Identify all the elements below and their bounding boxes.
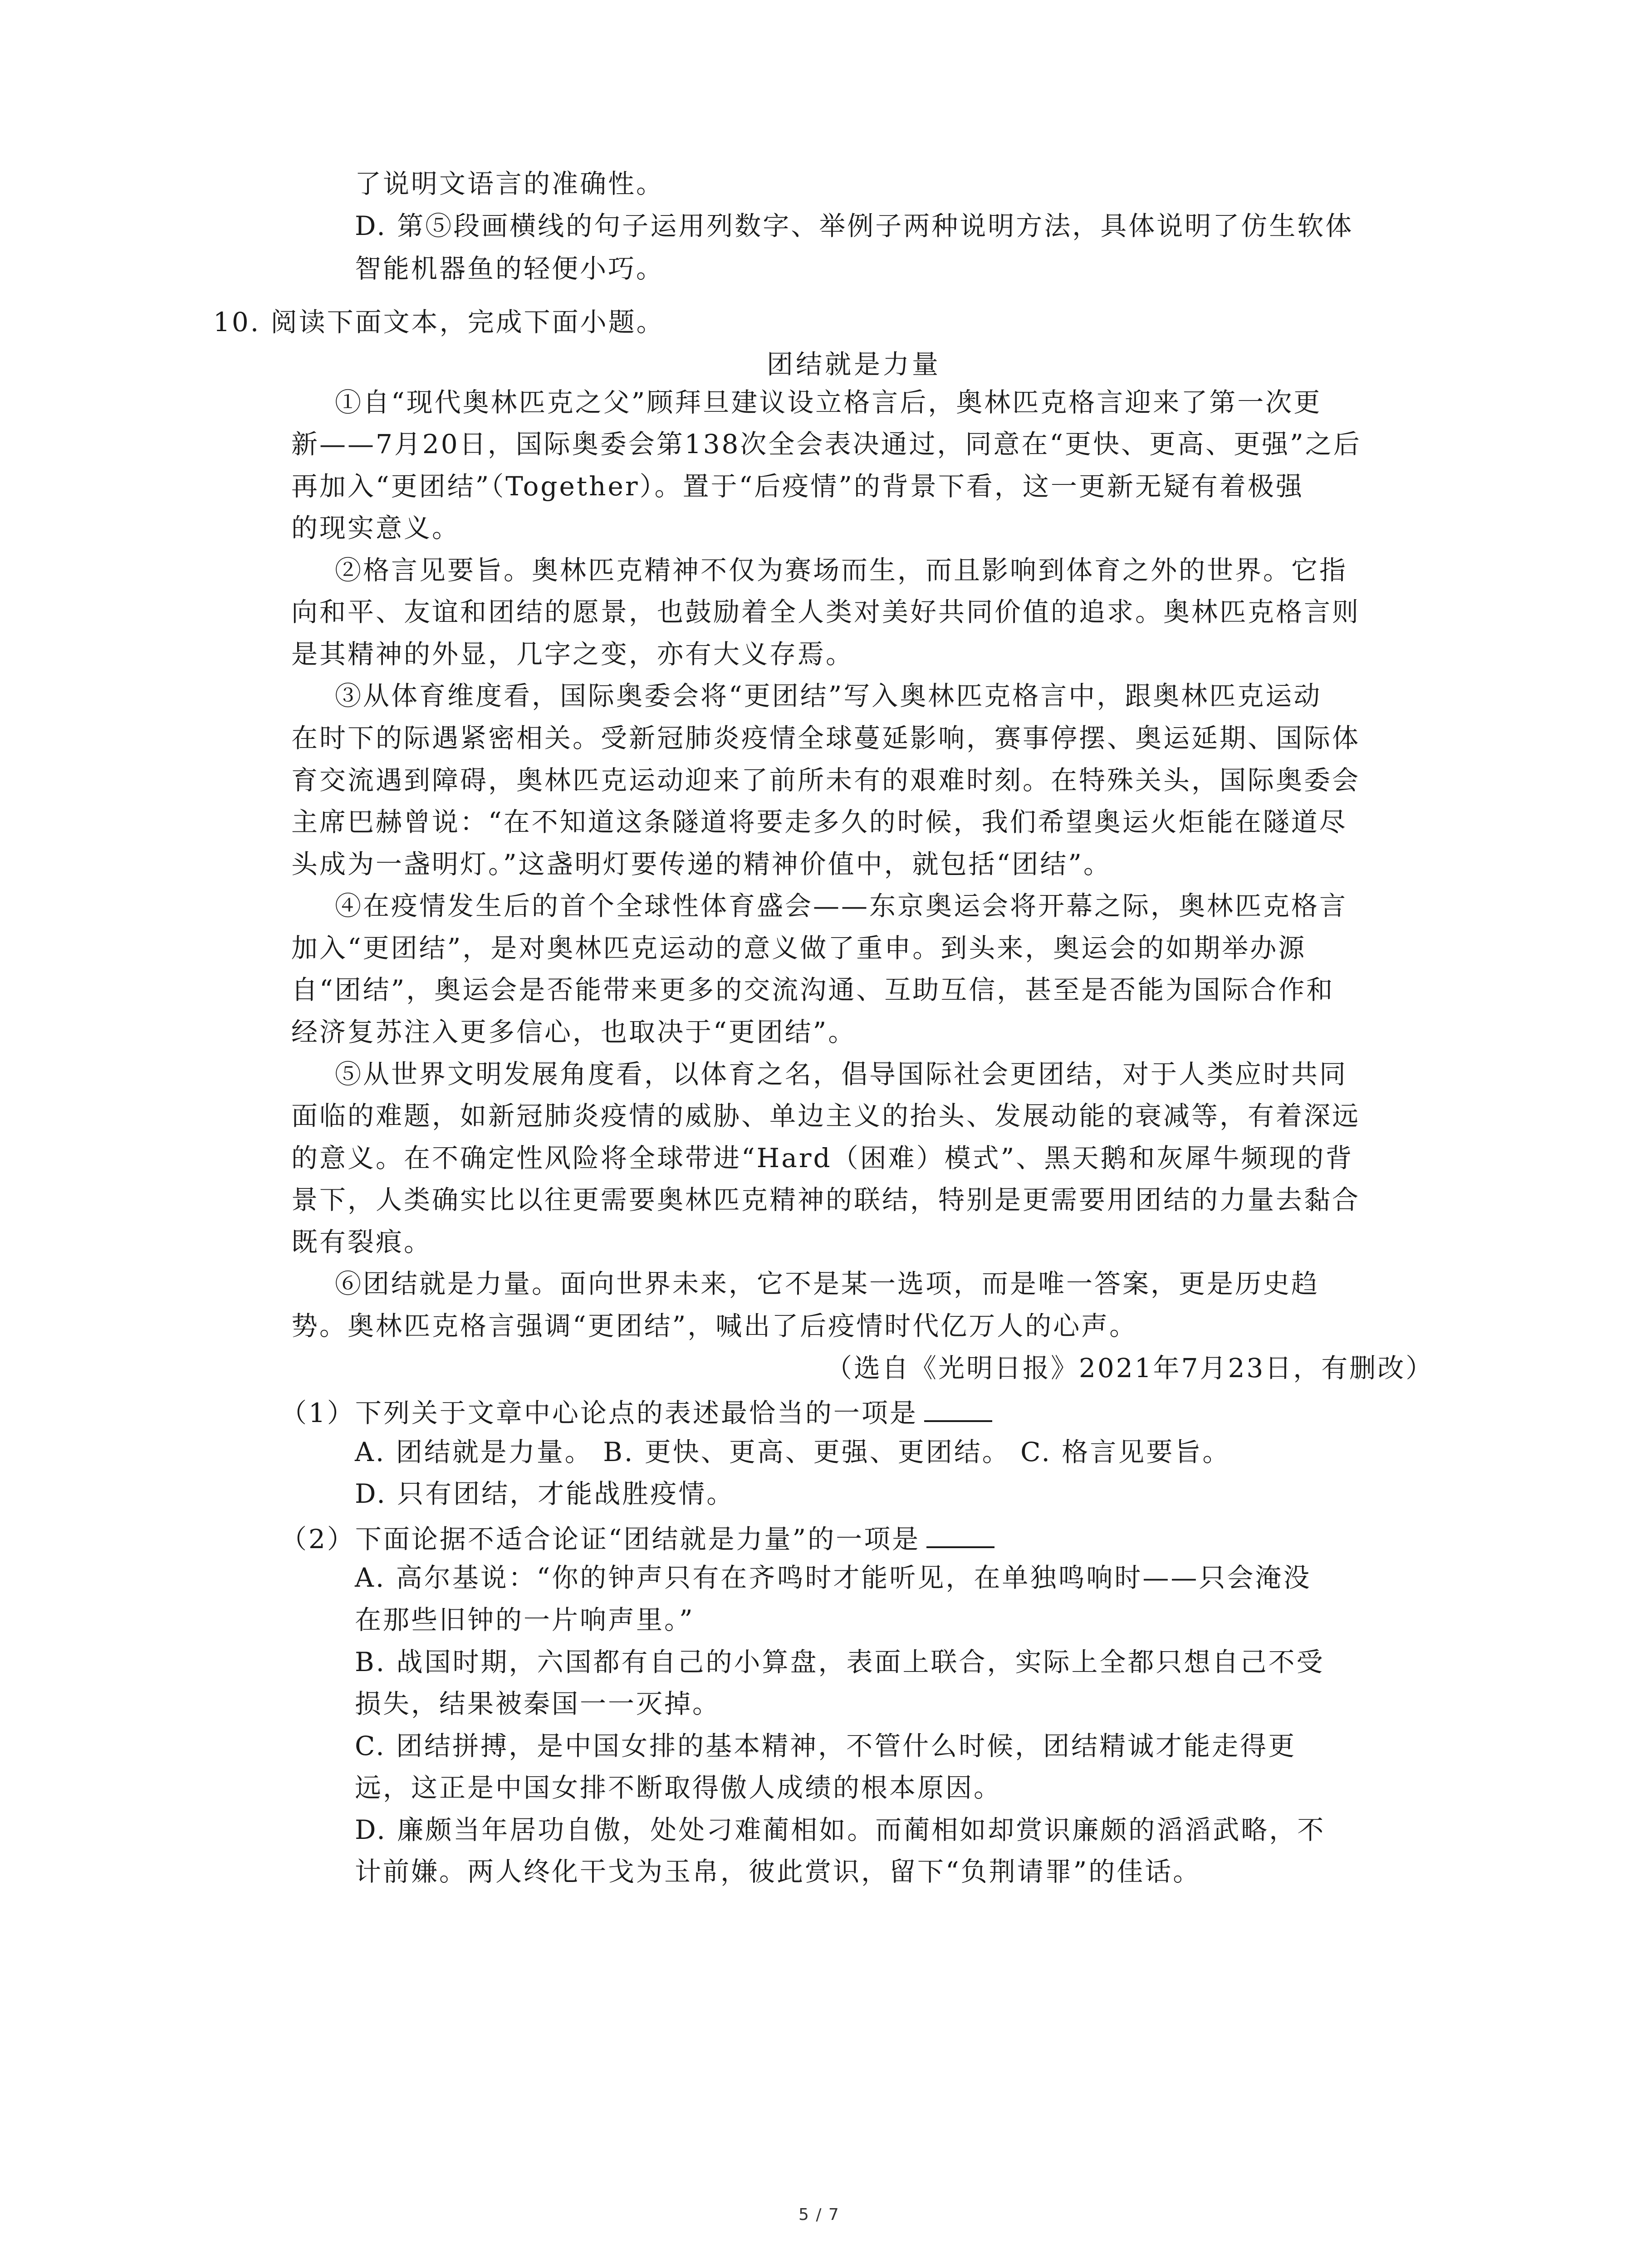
article-title: 团结就是力量: [767, 349, 941, 380]
subquestion-stem: [280, 1397, 992, 1426]
paragraph-line: ①自“现代奥林匹克之父”顾拜旦建议设立格言后，奥林匹克格言迎来了第一次更: [335, 387, 1322, 418]
paragraph-line: 既有裂痕。: [291, 1227, 432, 1257]
paragraph-line: ②格言见要旨。奥林匹克精神不仅为赛场而生，而且影响到体育之外的世界。它指: [335, 555, 1348, 586]
paragraph-line: 再加入“更团结”（Together）。置于“后疫情”的背景下看，这一更新无疑有着极强: [291, 471, 1304, 502]
paragraph-line: ③从体育维度看，国际奥委会将“更团结”写入奥林匹克格言中，跟奥林匹克运动: [335, 680, 1322, 711]
question-heading: 10. 阅读下面文本，完成下面小题。: [213, 307, 665, 337]
option-line: B. 战国时期，六国都有自己的小算盘，表面上联合，实际上全都只想自己不受: [355, 1647, 1325, 1677]
text-line: 了说明文语言的准确性。: [355, 168, 665, 199]
paragraph-line: 经济复苏注入更多信心，也取决于“更团结”。: [291, 1017, 857, 1047]
paragraph-line: 势。奥林匹克格言强调“更团结”，喊出了后疫情时代亿万人的心声。: [291, 1310, 1138, 1341]
answer-blank[interactable]: [924, 1397, 992, 1422]
page-number: 5 / 7: [798, 2205, 840, 2224]
paragraph-line: 的现实意义。: [291, 513, 460, 543]
option-line: A. 团结就是力量。 B. 更快、更高、更强、更团结。 C. 格言见要旨。: [355, 1437, 1231, 1467]
text-line: 智能机器鱼的轻便小巧。: [355, 253, 665, 284]
option-line: 在那些旧钟的一片响声里。”: [355, 1604, 695, 1635]
option-line: D. 第⑤段画横线的句子运用列数字、举例子两种说明方法，具体说明了仿生软体: [355, 210, 1354, 241]
paragraph-line: ④在疫情发生后的首个全球性体育盛会——东京奥运会将开幕之际，奥林匹克格言: [335, 890, 1348, 921]
option-line: A. 高尔基说：“你的钟声只有在齐鸣时才能听见，在单独鸣响时——只会淹没: [355, 1562, 1312, 1593]
subquestion-text: （2）下面论据不适合论证“团结就是力量”的一项是: [280, 1524, 921, 1554]
paragraph-line: 面临的难题，如新冠肺炎疫情的威胁、单边主义的抬头、发展动能的衰减等，有着深远: [291, 1100, 1361, 1131]
paragraph-line: 在时下的际遇紧密相关。受新冠肺炎疫情全球蔓延影响，赛事停摆、奥运延期、国际体: [291, 723, 1361, 753]
paragraph-line: 育交流遇到障碍，奥林匹克运动迎来了前所未有的艰难时刻。在特殊关头，国际奥委会: [291, 765, 1361, 796]
paragraph-line: 景下，人类确实比以往更需要奥林匹克精神的联结，特别是更需要用团结的力量去黏合: [291, 1184, 1361, 1215]
paragraph-line: 新——7月20日，国际奥委会第138次全会表决通过，同意在“更快、更高、更强”之后: [291, 429, 1362, 459]
source-citation: （选自《光明日报》2021年7月23日，有删改）: [826, 1353, 1434, 1383]
subquestion-stem: [280, 1523, 994, 1552]
answer-blank[interactable]: [926, 1523, 994, 1548]
paragraph-line: 自“团结”，奥运会是否能带来更多的交流沟通、互助互信，甚至是否能为国际合作和: [291, 974, 1335, 1005]
option-line: 计前嫌。两人终化干戈为玉帛，彼此赏识，留下“负荆请罪”的佳话。: [355, 1856, 1201, 1887]
option-line: 损失，结果被秦国一一灭掉。: [355, 1688, 721, 1719]
option-line: 远，这正是中国女排不断取得傲人成绩的根本原因。: [355, 1772, 1002, 1803]
paragraph-line: 加入“更团结”，是对奥林匹克运动的意义做了重申。到头来，奥运会的如期举办源: [291, 933, 1307, 963]
paragraph-line: 主席巴赫曾说：“在不知道这条隧道将要走多久的时候，我们希望奥运火炬能在隧道尽: [291, 807, 1347, 837]
option-line: D. 只有团结，才能战胜疫情。: [355, 1478, 735, 1509]
option-line: D. 廉颇当年居功自傲，处处刁难蔺相如。而蔺相如却赏识廉颇的滔滔武略，不: [355, 1814, 1326, 1845]
paragraph-line: 是其精神的外显，几字之变，亦有大义存焉。: [291, 639, 854, 670]
paragraph-line: ⑤从世界文明发展角度看，以体育之名，倡导国际社会更团结，对于人类应时共同: [335, 1059, 1348, 1090]
paragraph-line: 向和平、友谊和团结的愿景，也鼓励着全人类对美好共同价值的追求。奥林匹克格言则: [291, 596, 1361, 627]
paragraph-line: ⑥团结就是力量。面向世界未来，它不是某一选项，而是唯一答案，更是历史趋: [335, 1268, 1320, 1299]
paragraph-line: 头成为一盏明灯。”这盏明灯要传递的精神价值中，就包括“团结”。: [291, 849, 1112, 880]
paragraph-line: 的意义。在不确定性风险将全球带进“Hard（困难）模式”、黑天鹅和灰犀牛频现的背: [291, 1143, 1354, 1173]
subquestion-text: （1）下列关于文章中心论点的表述最恰当的一项是: [280, 1398, 918, 1428]
option-line: C. 团结拼搏，是中国女排的基本精神，不管什么时候，团结精诚才能走得更: [355, 1730, 1297, 1761]
